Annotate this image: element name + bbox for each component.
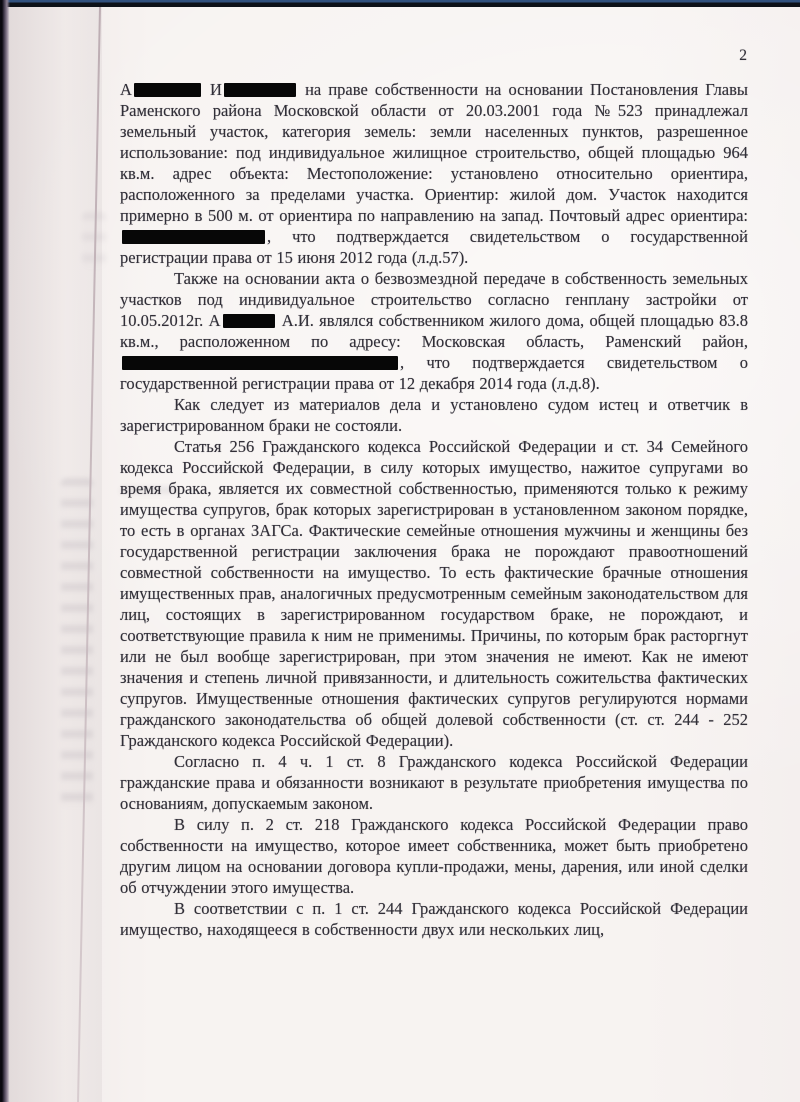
text-run: А	[120, 80, 132, 99]
text-run: , что подтверждается свидетельством о государственной регистрации права от 15 июня 2012 года (л.д.57).	[120, 227, 748, 267]
page-number: 2	[739, 47, 747, 64]
paragraph	[120, 268, 748, 394]
scanner-edge-top	[0, 0, 800, 7]
redaction-bar	[122, 356, 398, 370]
text-run: В соответствии с п. 1 ст. 244 Гражданского кодекса Российской Федерации имущество, находящееся в собственности двух или нескольких лиц,	[120, 899, 748, 939]
text-run: В силу п. 2 ст. 218 Гражданского кодекса Российской Федерации право собственности на имущество, которое имеет собственника, может быть приобретено другим лицом на основании договора купли-продажи, мены, дарения, или иной сделки об отчуждении этого имущества.	[120, 815, 748, 897]
document-body	[120, 79, 748, 940]
paragraph	[120, 751, 748, 814]
redaction-bar	[223, 314, 275, 328]
text-run: Статья 256 Гражданского кодекса Российской Федерации и ст. 34 Семейного кодекса Российской Федерации, в силу которых имущество, нажитое супругами во время брака, является их совместной собственностью, применяются только к режиму имущества супругов, брак которых зарегистрирован в установленном законом порядке, то есть в органах ЗАГСа. Фактические семейные отношения мужчины и женщины без государственной регистрации заключения брака не порождают правоотношений совместной собственности на имущество. То есть фактические брачные отношения имущественных прав, аналогичных предусмотренным семейным законодательством для лиц, состоящих в зарегистрированном государством браке, не порождают, и соответствующие правила к ним не применимы. Причины, по которым брак расторгнут или не был вообще зарегистрирован, при этом значения не имеют. Как не имеют значения и степень личной привязанности, и длительность сожительства фактических супругов. Имущественные отношения фактических супругов регулируются нормами гражданского законодательства об общей долевой собственности (ст. ст. 244 - 252 Гражданского кодекса Российской Федерации).	[120, 437, 748, 750]
scanner-edge-left	[0, 0, 10, 1102]
text-run: И	[202, 80, 222, 99]
paragraph	[120, 898, 748, 940]
paragraph	[120, 394, 748, 436]
paragraph	[120, 436, 748, 751]
text-run: Согласно п. 4 ч. 1 ст. 8 Гражданского кодекса Российской Федерации гражданские права и обязанности возникают в результате приобретения имущества по основаниям, допускаемым законом.	[120, 752, 748, 813]
paragraph	[120, 79, 748, 268]
redaction-bar	[134, 83, 201, 97]
text-run: Также на основании акта о безвозмездной передаче в собственность земельных участков под индивидуальное строительство согласно генплану застройки от 10.05.2012г. А	[120, 269, 748, 330]
paragraph	[120, 814, 748, 898]
text-run: Как следует из материалов дела и установлено судом истец и ответчик в зарегистрированном браки не состояли.	[120, 395, 748, 435]
redaction-bar	[122, 230, 265, 244]
text-run: , что подтверждается свидетельством о государственной регистрации права от 12 декабря 2014 года (л.д.8).	[120, 353, 748, 393]
text-run: на праве собственности на основании Постановления Главы Раменского района Московской области от 20.03.2001 года №523 принадлежал земельный участок, категория земель: земли населенных пунктов, разрешенное использование: под индивидуальное жилищное строительство, общей площадью 964 кв.м. адрес объекта: Местоположение: установлено относительно ориентира, расположенного за пределами участка. Ориентир: жилой дом. Участок находится примерно в 500 м. от ориентира по направлению на запад. Почтовый адрес ориентира:	[120, 80, 749, 225]
text-run: А.И. являлся собственником жилого дома, общей площадью 83.8 кв.м., расположенном по адресу: Московская область, Раменский район,	[120, 311, 748, 351]
redaction-bar	[224, 83, 296, 97]
